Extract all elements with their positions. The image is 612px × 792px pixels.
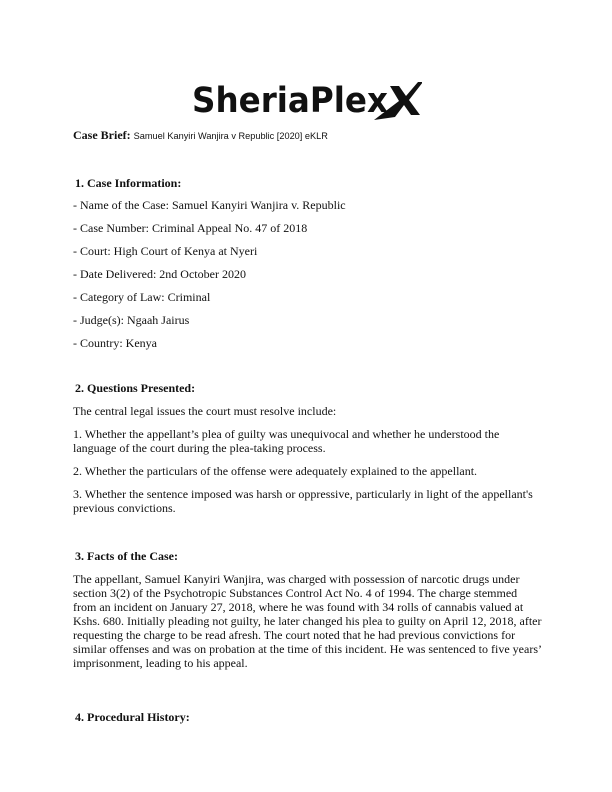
case-info-item: - Court: High Court of Kenya at Nyeri bbox=[73, 244, 258, 258]
case-info-item: - Country: Kenya bbox=[73, 336, 157, 350]
questions-presented-heading: 2. Questions Presented: bbox=[75, 381, 196, 395]
case-info-item: - Judge(s): Ngaah Jairus bbox=[73, 313, 190, 327]
case-info-item: - Category of Law: Criminal bbox=[73, 290, 211, 304]
case-information-heading: 1. Case Information: bbox=[75, 176, 182, 190]
question-item: 1. Whether the appellant’s plea of guilty was unequivocal and whether he understood the language of the court during the plea-taking process. bbox=[73, 427, 500, 455]
facts-body: The appellant, Samuel Kanyiri Wanjira, was charged with possession of narcotic drugs under section 3(2) of the Psychotropic Substances Control Act No. 4 of 1994. The charge stemmed from an incident on January 27, 2018, where he was found with 34 rolls of cannabis valued at Kshs. 680. Initially pleading not guilty, he later changed his plea to guilty on April 12, 2018, after requesting the charge to be read afresh. The court noted that he had previous convictions for similar offenses and was on probation at the time of this incident. He was sentenced to five years’ imprisonment, leading to his appeal. bbox=[73, 572, 542, 670]
case-info-item: - Name of the Case: Samuel Kanyiri Wanjira v. Republic bbox=[73, 198, 346, 212]
logo-wordmark: SheriaPlex bbox=[192, 81, 389, 121]
case-info-item: - Case Number: Criminal Appeal No. 47 of 2018 bbox=[73, 221, 308, 235]
procedural-history-heading: 4. Procedural History: bbox=[75, 710, 190, 724]
case-info-item: - Date Delivered: 2nd October 2020 bbox=[73, 267, 246, 281]
case-brief-line bbox=[73, 128, 328, 143]
question-item: 2. Whether the particulars of the offense were adequately explained to the appellant. bbox=[73, 464, 478, 478]
case-brief-title: Samuel Kanyiri Wanjira v Republic [2020] eKLR bbox=[133, 131, 328, 141]
question-item: 3. Whether the sentence imposed was harsh or oppressive, particularly in light of the appellant's previous convictions. bbox=[73, 487, 533, 515]
questions-intro: The central legal issues the court must resolve include: bbox=[73, 404, 337, 418]
sheriaplex-logo bbox=[192, 74, 422, 124]
facts-heading: 3. Facts of the Case: bbox=[75, 549, 178, 563]
case-brief-label: Case Brief: bbox=[73, 128, 131, 142]
